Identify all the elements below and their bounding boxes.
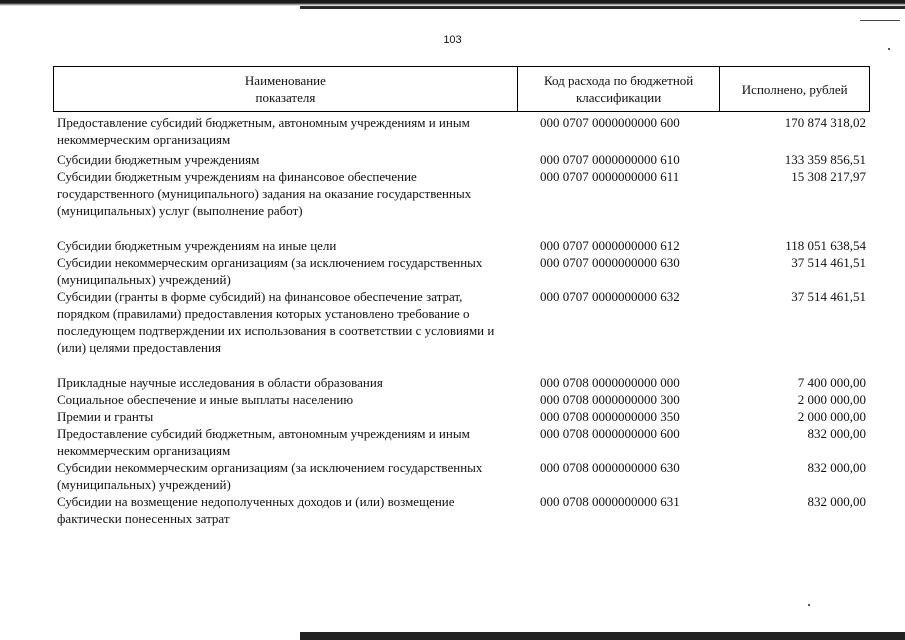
table-row [53, 114, 870, 148]
table-body [53, 112, 870, 527]
row-amount: 2 000 000,00 [797, 392, 866, 407]
row-amount: 37 514 461,51 [791, 289, 866, 304]
row-name: Социальное обеспечение и иные выплаты населению [57, 392, 354, 407]
row-code: 000 0707 0000000000 612 [540, 238, 680, 253]
row-code: 000 0708 0000000000 300 [540, 392, 680, 407]
row-code: 000 0707 0000000000 632 [540, 289, 680, 304]
row-code: 000 0708 0000000000 630 [540, 460, 680, 475]
row-amount: 832 000,00 [807, 460, 866, 475]
scan-speck [808, 604, 810, 606]
row-amount: 15 308 217,97 [791, 169, 866, 184]
header-code-label: Код расхода по бюджетной классификации [543, 73, 694, 105]
row-name: Предоставление субсидий бюджетным, автономным учреждениям и иным некоммерческим организациям [57, 115, 470, 147]
row-amount: 170 874 318,02 [784, 115, 866, 130]
row-code: 000 0708 0000000000 600 [540, 426, 680, 441]
row-name: Прикладные научные исследования в области образования [57, 375, 383, 390]
row-name: Субсидии бюджетным учреждениям на финансовое обеспечение государственного (муниципального) задания на оказание государственных (муниципальных) услуг (выполнение работ) [57, 169, 472, 218]
scan-edge-bottom [300, 632, 905, 640]
row-amount: 7 400 000,00 [797, 375, 866, 390]
table-row [53, 425, 870, 459]
scan-edge-top-right [300, 6, 905, 9]
table-row [53, 374, 870, 391]
table-row [53, 168, 870, 219]
header-name-label: Наименование показателя [244, 73, 326, 105]
row-name: Субсидии бюджетным учреждениям на иные цели [57, 238, 337, 253]
row-amount: 832 000,00 [807, 426, 866, 441]
row-amount: 133 359 856,51 [784, 152, 866, 167]
table-row [53, 288, 870, 356]
header-code [518, 67, 721, 111]
row-name: Субсидии некоммерческим организациям (за исключением государственных (муниципальных) учреждений) [57, 460, 483, 492]
row-amount: 37 514 461,51 [791, 255, 866, 270]
page-number: 103 [443, 34, 462, 46]
budget-table [53, 66, 870, 527]
row-code: 000 0707 0000000000 611 [540, 169, 680, 184]
table-header [53, 66, 870, 112]
row-code: 000 0708 0000000000 631 [540, 494, 680, 509]
header-amount-label: Исполнено, рублей [741, 81, 848, 97]
table-row [53, 254, 870, 288]
row-name: Субсидии некоммерческим организациям (за исключением государственных (муниципальных) учреждений) [57, 255, 483, 287]
table-row [53, 408, 870, 425]
row-amount: 2 000 000,00 [797, 409, 866, 424]
scan-mark [860, 20, 900, 21]
row-code: 000 0707 0000000000 610 [540, 152, 680, 167]
header-amount [720, 67, 869, 111]
row-name: Субсидии бюджетным учреждениям [57, 152, 260, 167]
scan-speck [888, 48, 890, 50]
row-name: Субсидии (гранты в форме субсидий) на финансовое обеспечение затрат, порядком (правилами) предоставления которых установлено требование о последующем подтверждении их использования в соответствии с условиями и (или) целями предоставления [57, 289, 495, 355]
header-name [54, 67, 518, 111]
table-row [53, 237, 870, 254]
row-code: 000 0707 0000000000 600 [540, 115, 680, 130]
table-row [53, 493, 870, 527]
row-code: 000 0708 0000000000 350 [540, 409, 680, 424]
row-name: Премии и гранты [57, 409, 154, 424]
row-amount: 118 051 638,54 [785, 238, 866, 253]
table-row [53, 151, 870, 168]
row-name: Субсидии на возмещение недополученных доходов и (или) возмещение фактически понесенных затрат [57, 494, 455, 526]
row-code: 000 0708 0000000000 000 [540, 375, 680, 390]
row-name: Предоставление субсидий бюджетным, автономным учреждениям и иным некоммерческим организациям [57, 426, 470, 458]
table-row [53, 459, 870, 493]
row-amount: 832 000,00 [807, 494, 866, 509]
row-code: 000 0707 0000000000 630 [540, 255, 680, 270]
table-row [53, 391, 870, 408]
